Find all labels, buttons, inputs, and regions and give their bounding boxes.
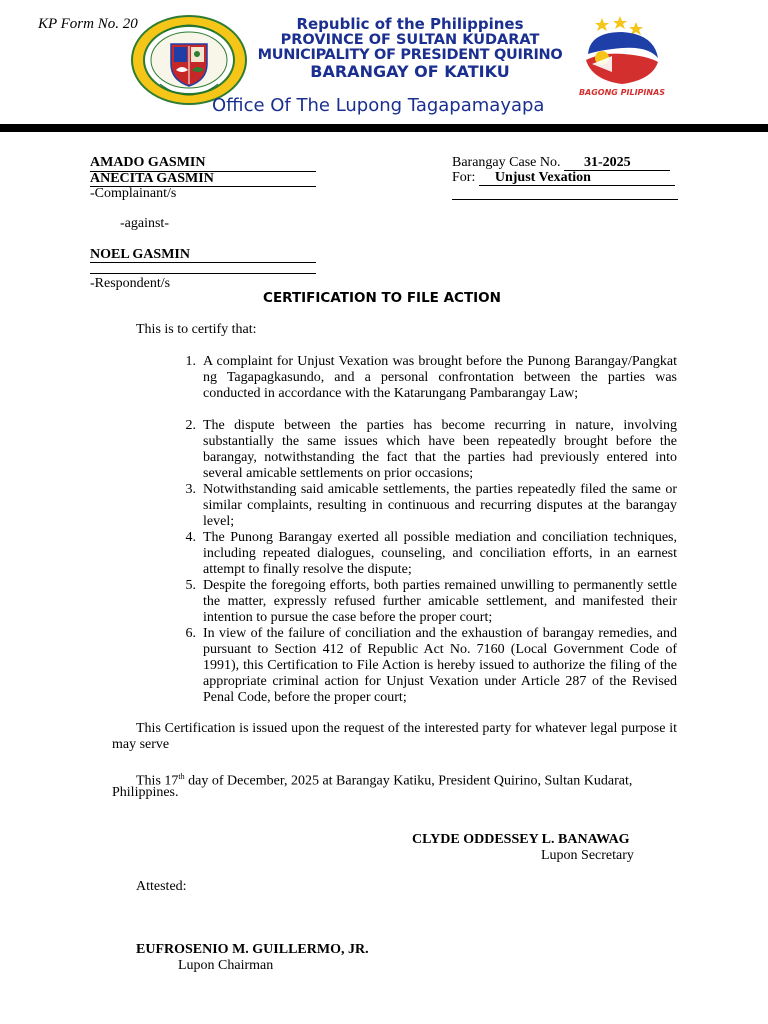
case-blank-line [452, 188, 678, 200]
complainant-label: -Complainant/s [90, 186, 177, 201]
respondent-label: -Respondent/s [90, 276, 171, 291]
list-item [176, 354, 677, 402]
list-item [176, 482, 677, 530]
list-item [176, 578, 677, 626]
form-number: KP Form No. 20 [38, 16, 138, 32]
list-item [176, 530, 677, 578]
date-rest: day of December, 2025 at Barangay Katiku, President Quirino, Sultan Kudarat, [184, 773, 633, 789]
list-item-text: The dispute between the parties has become recurring in nature, involving substantially the same issues which have been repeatedly brought before the barangay, notwithstanding the fact that the parties had previously entered into several amicable settlements on prior occasions; [203, 418, 677, 481]
case-number-value: 31-2025 [564, 155, 670, 171]
list-item-number: 3. [185, 482, 196, 497]
case-for-label: For: [452, 170, 476, 185]
respondent-name: NOEL GASMIN [90, 247, 316, 263]
header-republic: Republic of the Philippines [296, 15, 524, 33]
date-paragraph [112, 769, 677, 790]
office-title: Office Of The Lupong Tagapamayapa [212, 95, 545, 116]
barangay-seal-icon [130, 14, 248, 106]
list-item-number: 1. [185, 354, 196, 369]
case-for-value: Unjust Vexation [479, 170, 675, 186]
secretary-title: Lupon Secretary [541, 848, 634, 863]
intro-text: This is to certify that: [136, 322, 257, 337]
list-item-number: 2. [185, 418, 196, 433]
list-item-number: 4. [185, 530, 196, 545]
header-municipality: MUNICIPALITY OF PRESIDENT QUIRINO [257, 47, 563, 63]
purpose-paragraph: This Certification is issued upon the request of the interested party for whatever legal purpose it may serve [112, 721, 677, 752]
bagong-pilipinas-caption: BAGONG PILIPINAS [578, 88, 666, 97]
case-number-label: Barangay Case No. [452, 155, 561, 170]
secretary-name: CLYDE ODDESSEY L. BANAWAG [412, 832, 630, 847]
header-divider [0, 124, 768, 132]
header-barangay: BARANGAY OF KATIKU [310, 62, 510, 81]
case-number-row [452, 155, 670, 171]
date-paragraph-line2: Philippines. [112, 785, 179, 800]
document-title: CERTIFICATION TO FILE ACTION [263, 290, 501, 306]
list-item-text: In view of the failure of conciliation and the exhaustion of barangay remedies, and pursuant to Section 412 of Republic Act No. 7160 (Local Government Code of 1991), this Certification to File Action is hereby issued to authorize the filing of the appropriate criminal action for Unjust Vexation under Article 287 of the Revised Penal Code, before the proper court; [203, 626, 677, 705]
complainant-name-1: AMADO GASMIN [90, 155, 316, 172]
attested-label: Attested: [136, 879, 187, 894]
list-item-text: A complaint for Unjust Vexation was brought before the Punong Barangay/Pangkat ng Tagapagkasundo, and a personal confrontation between the parties was conducted in accordance with the Katarungang Pambarangay Law; [203, 354, 677, 401]
chairman-name: EUFROSENIO M. GUILLERMO, JR. [136, 942, 369, 957]
complainant-name-2: ANECITA GASMIN [90, 171, 316, 187]
list-item-number: 5. [185, 578, 196, 593]
date-suffix: th [178, 772, 185, 781]
list-item [176, 626, 677, 706]
case-for-row [452, 170, 675, 186]
list-item-number: 6. [185, 626, 196, 641]
list-item-text: Despite the foregoing efforts, both parties remained unwilling to permanently settle the matter, expressly refused further amicable settlement, and manifested their intention to pursue the case before the proper court; [203, 578, 677, 625]
respondent-blank-line [90, 262, 316, 274]
list-item-text: The Punong Barangay exerted all possible mediation and conciliation techniques, including repeated dialogues, counseling, and conciliation efforts, in an earnest attempt to finally resolve the dispute; [203, 530, 677, 577]
date-prefix: This 17 [136, 773, 179, 789]
chairman-title: Lupon Chairman [178, 958, 274, 973]
bagong-pilipinas-logo-icon [578, 14, 668, 100]
list-item-text: Notwithstanding said amicable settlements, the parties repeatedly filed the same or similar complaints, resulting in continuous and recurring disputes at the barangay level; [203, 482, 677, 529]
list-item [176, 418, 677, 482]
header-province: PROVINCE OF SULTAN KUDARAT [280, 32, 540, 48]
against-label: -against- [120, 216, 169, 231]
